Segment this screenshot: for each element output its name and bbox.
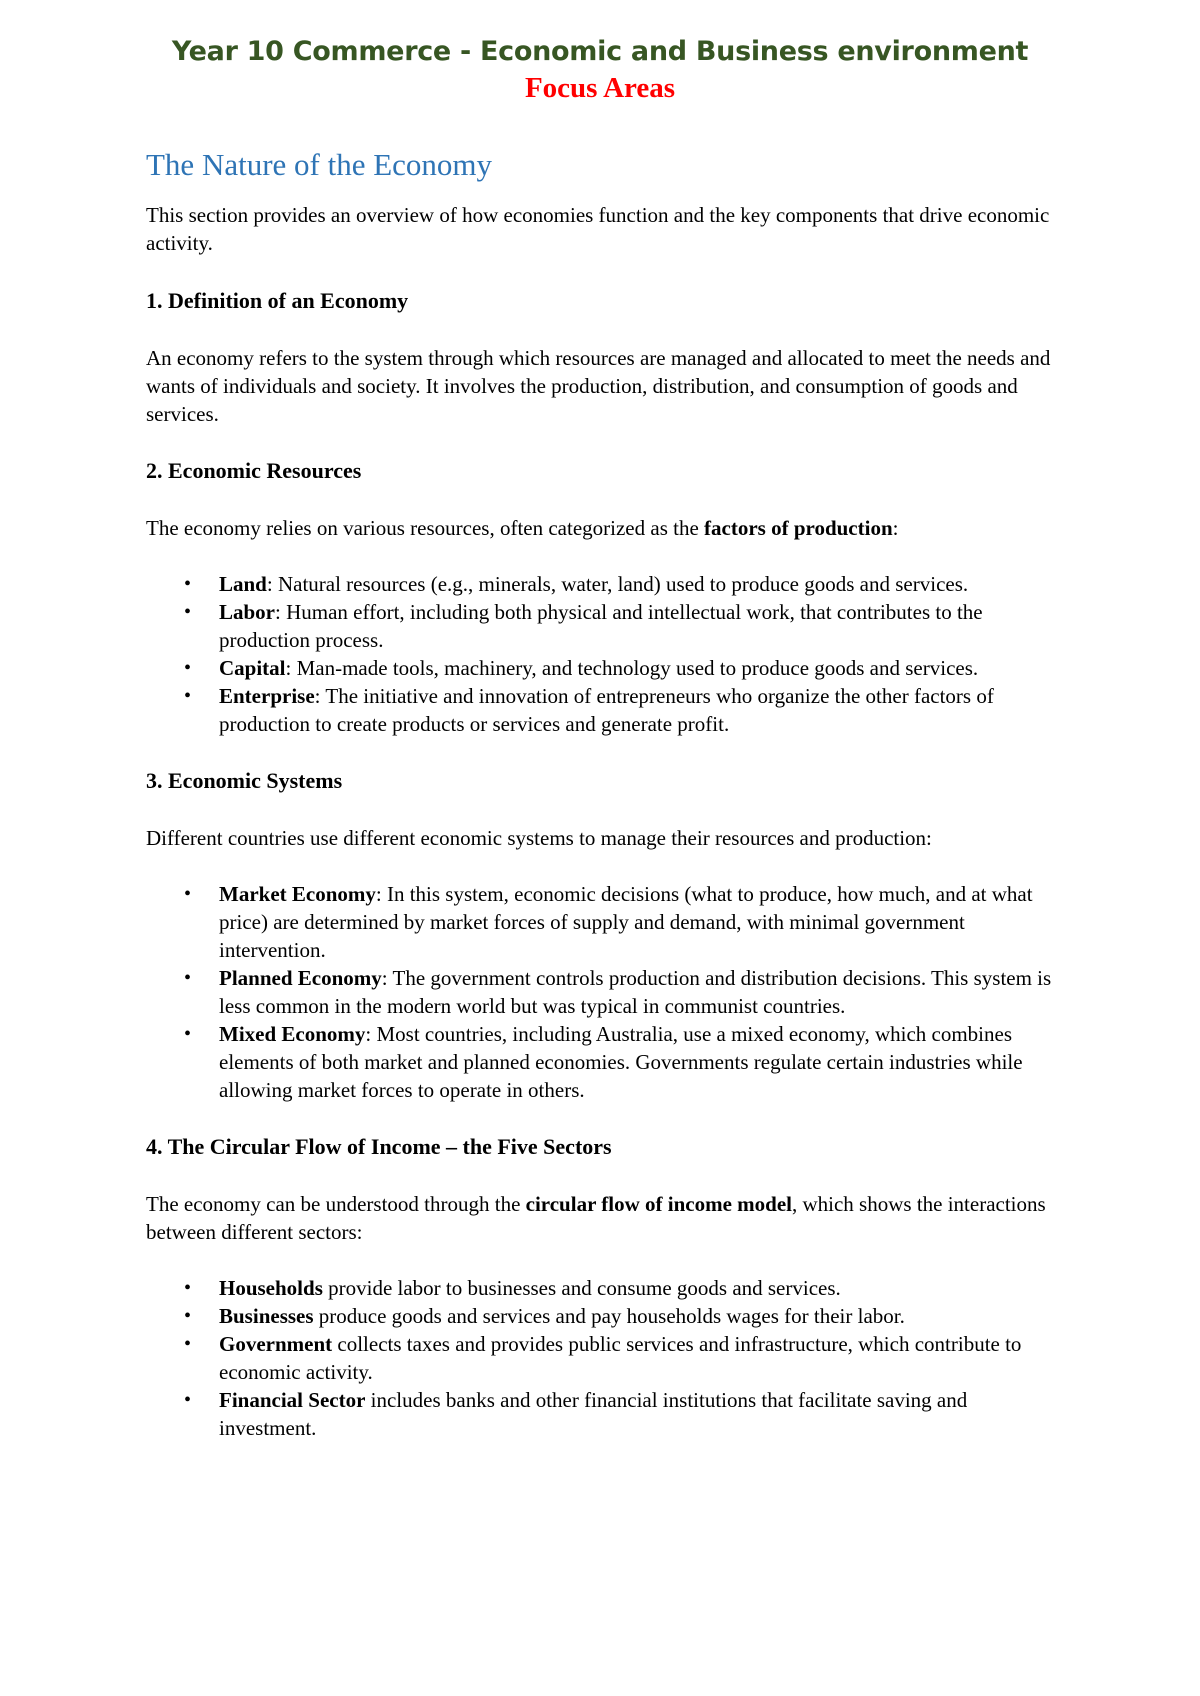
list-item: [146, 1302, 1066, 1330]
systems-intro: Different countries use different economic systems to manage their resources and production:: [146, 826, 932, 850]
list-item-term: Government: [219, 1332, 333, 1356]
list-item-term: Households: [219, 1276, 323, 1300]
circular-flow-heading: 4. The Circular Flow of Income – the Five Sectors: [146, 1134, 612, 1159]
list-item-term: Planned Economy: [219, 966, 382, 990]
resources-intro-end: :: [892, 516, 899, 540]
resources-list: [146, 570, 1066, 738]
list-item: [146, 1274, 1066, 1302]
list-item-text: : Human effort, including both physical and intellectual work, that contributes to the production process.: [219, 600, 983, 652]
circular-flow-intro: [146, 1190, 1066, 1246]
bullet-icon: •: [184, 883, 192, 905]
list-item: [146, 1020, 1066, 1104]
list-item-text: : Most countries, including Australia, use a mixed economy, which combines elements of both market and planned economies. Governments regulate certain industries while allowing market forces to operate in others.: [219, 1022, 1023, 1102]
resources-intro: [146, 514, 1066, 542]
list-item-text: collects taxes and provides public services and infrastructure, which contribute to economic activity.: [219, 1332, 1022, 1384]
section-heading: The Nature of the Economy: [146, 147, 493, 182]
bullet-icon: •: [184, 1389, 192, 1411]
list-item-text: produce goods and services and pay households wages for their labor.: [313, 1304, 905, 1328]
definition-heading: 1. Definition of an Economy: [146, 288, 409, 313]
list-item: [146, 682, 1066, 738]
systems-list: [146, 880, 1066, 1104]
list-item-text: : Natural resources (e.g., minerals, water, land) used to produce goods and services.: [266, 572, 969, 596]
list-item-term: Businesses: [219, 1304, 314, 1328]
list-item: [146, 1386, 1066, 1442]
bullet-icon: •: [184, 657, 192, 679]
sectors-list: [146, 1274, 1066, 1442]
list-item-text: provide labor to businesses and consume goods and services.: [322, 1276, 841, 1300]
list-item-term: Land: [219, 572, 267, 596]
bullet-icon: •: [184, 1333, 192, 1355]
systems-heading: 3. Economic Systems: [146, 768, 343, 793]
list-item-text: : Man-made tools, machinery, and technology used to produce goods and services.: [285, 656, 979, 680]
bullet-icon: •: [184, 573, 192, 595]
list-item-text: : The initiative and innovation of entrepreneurs who organize the other factors of production to create products or services and generate profit.: [219, 684, 994, 736]
circular-intro-text: The economy can be understood through the: [146, 1192, 526, 1216]
list-item: [146, 964, 1066, 1020]
list-item-term: Enterprise: [219, 684, 315, 708]
list-item-text: includes banks and other financial institutions that facilitate saving and investment.: [219, 1388, 968, 1440]
list-item: [146, 654, 1066, 682]
list-item: [146, 880, 1066, 964]
list-item-term: Labor: [219, 600, 276, 624]
bullet-icon: •: [184, 1305, 192, 1327]
section-intro: This section provides an overview of how economies function and the key components that drive economic activity.: [146, 203, 1050, 255]
definition-text: An economy refers to the system through which resources are managed and allocated to meet the needs and wants of individuals and society. It involves the production, distribution, and consumption of goods and services.: [146, 346, 1051, 426]
document-body: [146, 147, 1066, 1442]
resources-intro-text: The economy relies on various resources, often categorized as the: [146, 516, 705, 540]
list-item: [146, 1330, 1066, 1386]
list-item-text: : In this system, economic decisions (what to produce, how much, and at what price) are determined by market forces of supply and demand, with minimal government intervention.: [219, 882, 1033, 962]
bullet-icon: •: [184, 601, 192, 623]
list-item-term: Financial Sector: [219, 1388, 366, 1412]
bullet-icon: •: [184, 1277, 192, 1299]
list-item-term: Mixed Economy: [219, 1022, 366, 1046]
resources-intro-bold: factors of production: [704, 516, 893, 540]
bullet-icon: •: [184, 967, 192, 989]
list-item-term: Market Economy: [219, 882, 376, 906]
bullet-icon: •: [184, 1023, 192, 1045]
bullet-icon: •: [184, 685, 192, 707]
list-item-term: Capital: [219, 656, 286, 680]
document-title: Year 10 Commerce - Economic and Business environment: [171, 36, 1029, 67]
list-item: [146, 570, 1066, 598]
list-item-text: : The government controls production and distribution decisions. This system is less common in the modern world but was typical in communist countries.: [219, 966, 1052, 1018]
circular-intro-end: , which shows the interactions between different sectors:: [146, 1192, 1046, 1244]
list-item: [146, 598, 1066, 654]
circular-intro-bold: circular flow of income model: [525, 1192, 792, 1216]
resources-heading: 2. Economic Resources: [146, 458, 362, 483]
document-subtitle: Focus Areas: [524, 72, 676, 104]
